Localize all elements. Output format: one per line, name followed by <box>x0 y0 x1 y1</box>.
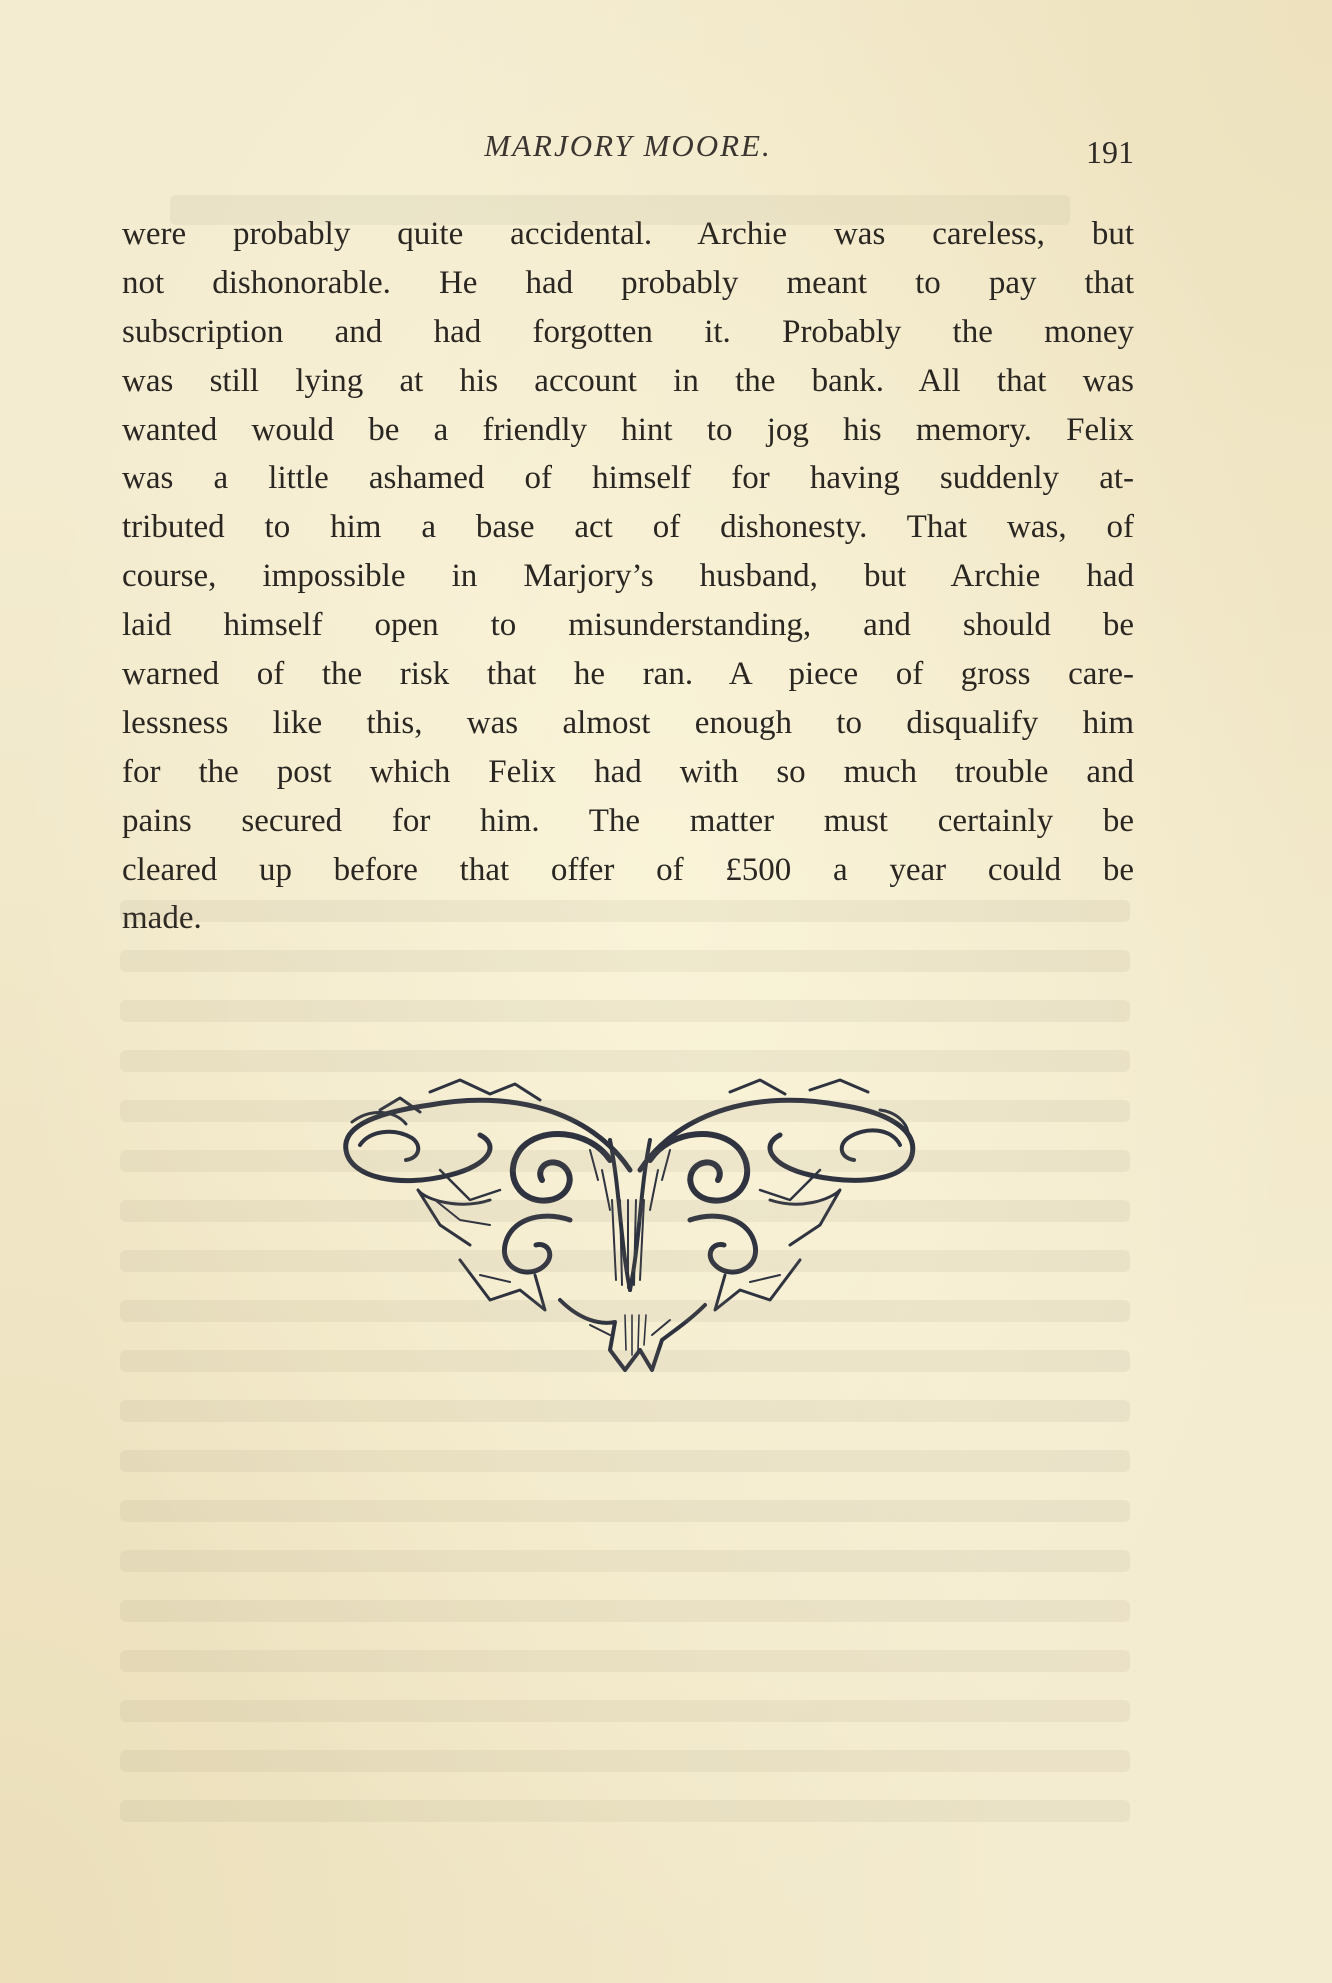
text-line: for the post which Felix had with so much trouble and <box>122 753 1134 790</box>
text-line: cleared up before that offer of £500 a year could be <box>122 851 1134 888</box>
text-line: subscription and had forgotten it. Probably the money <box>122 313 1134 350</box>
text-line: was a little ashamed of himself for having suddenly at- <box>122 460 1134 497</box>
text-line: not dishonorable. He had probably meant to pay that <box>122 264 1134 301</box>
text-line: lessness like this, was almost enough to disqualify him <box>122 704 1134 741</box>
text-line: laid himself open to misunderstanding, and should be <box>122 607 1134 644</box>
body-text <box>122 210 1134 943</box>
page-number: 191 <box>1086 134 1134 170</box>
text-line: was still lying at his account in the bank. All that was <box>122 362 1134 399</box>
page-header <box>122 128 1134 178</box>
text-line: were probably quite accidental. Archie was careless, but <box>122 216 1134 252</box>
text-line: course, impossible in Marjory’s husband, but Archie had <box>122 558 1134 595</box>
text-line: tributed to him a base act of dishonesty. That was, of <box>122 509 1134 546</box>
running-title: MARJORY MOORE. <box>484 128 772 163</box>
text-line: made. <box>122 900 202 937</box>
foliate-scroll-ornament-icon <box>340 1050 920 1395</box>
text-line: pains secured for him. The matter must certainly be <box>122 802 1134 839</box>
text-line: warned of the risk that he ran. A piece of gross care- <box>122 656 1134 693</box>
text-line: wanted would be a friendly hint to jog his memory. Felix <box>122 411 1134 448</box>
